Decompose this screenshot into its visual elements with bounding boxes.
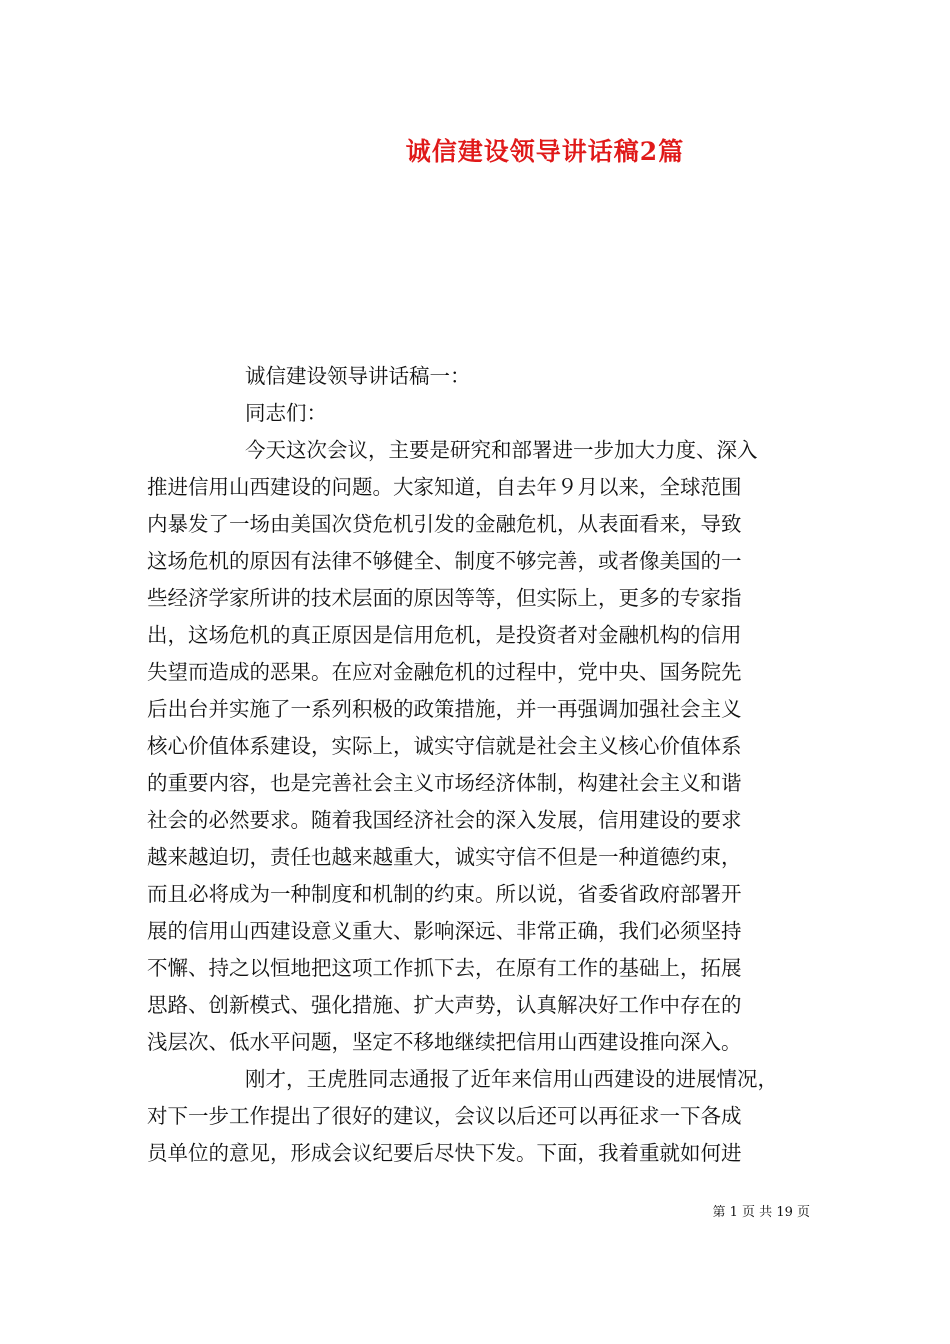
paragraph-line: 些经济学家所讲的技术层面的原因等等，但实际上，更多的专家指 — [147, 586, 742, 610]
paragraph-line: 这场危机的原因有法律不够健全、制度不够完善，或者像美国的一 — [147, 549, 742, 573]
paragraph-line: 越来越迫切，责任也越来越重大，诚实守信不但是一种道德约束， — [147, 845, 742, 869]
paragraph-line: 浅层次、低水平问题，坚定不移地继续把信用山西建设推向深入。 — [147, 1030, 742, 1054]
paragraph-line: 的重要内容，也是完善社会主义市场经济体制，构建社会主义和谐 — [147, 771, 742, 795]
paragraph-line: 后出台并实施了一系列积极的政策措施，并一再强调加强社会主义 — [147, 697, 742, 721]
section-heading: 诚信建设领导讲话稿一： — [245, 364, 471, 388]
paragraph-line: 内暴发了一场由美国次贷危机引发的金融危机，从表面看来，导致 — [147, 512, 742, 536]
paragraph-line: 对下一步工作提出了很好的建议，会议以后还可以再征求一下各成 — [147, 1104, 742, 1128]
paragraph-line: 社会的必然要求。随着我国经济社会的深入发展，信用建设的要求 — [147, 808, 742, 832]
paragraph-line: 出，这场危机的真正原因是信用危机，是投资者对金融机构的信用 — [147, 623, 742, 647]
paragraph-line: 核心价值体系建设，实际上，诚实守信就是社会主义核心价值体系 — [147, 734, 742, 758]
paragraph-line: 失望而造成的恶果。在应对金融危机的过程中，党中央、国务院先 — [147, 660, 742, 684]
paragraph-line: 刚才，王虎胜同志通报了近年来信用山西建设的进展情况， — [245, 1067, 778, 1091]
paragraph-line: 而且必将成为一种制度和机制的约束。所以说，省委省政府部署开 — [147, 882, 742, 906]
paragraph-line: 不懈、持之以恒地把这项工作抓下去，在原有工作的基础上，拓展 — [147, 956, 742, 980]
salutation: 同志们： — [245, 401, 327, 425]
paragraph-1 — [147, 432, 807, 1061]
paragraph-line: 思路、创新模式、强化措施、扩大声势，认真解决好工作中存在的 — [147, 993, 742, 1017]
page-number-footer: 第 1 页 共 19 页 — [712, 1205, 810, 1220]
document-title: 诚信建设领导讲话稿2篇 — [405, 137, 685, 166]
paragraph-line: 员单位的意见，形成会议纪要后尽快下发。下面，我着重就如何进 — [147, 1141, 742, 1165]
paragraph-line: 今天这次会议，主要是研究和部署进一步加大力度、深入 — [245, 438, 758, 462]
document-body — [147, 358, 807, 1172]
paragraph-line: 推进信用山西建设的问题。大家知道，自去年９月以来，全球范围 — [147, 475, 742, 499]
paragraph-line: 展的信用山西建设意义重大、影响深远、非常正确，我们必须坚持 — [147, 919, 742, 943]
paragraph-2 — [147, 1061, 807, 1172]
